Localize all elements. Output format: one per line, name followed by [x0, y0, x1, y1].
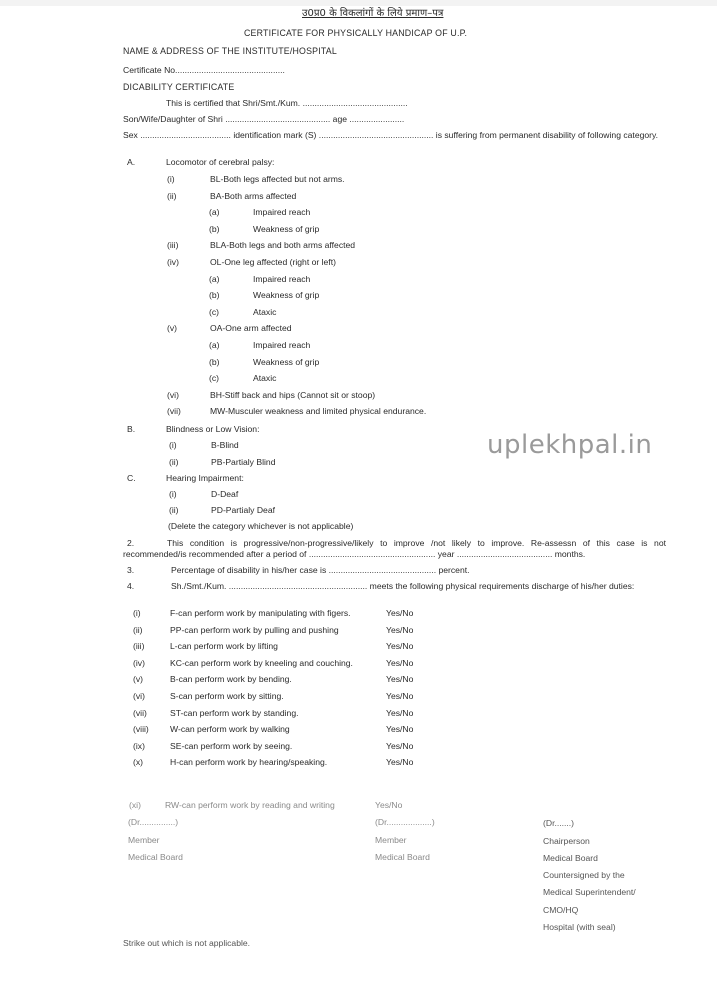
- sub-item-number: (b): [209, 290, 220, 301]
- signature-middle-dr: (Dr...................): [375, 817, 435, 827]
- section-a-item-text: MW-Musculer weakness and limited physical endurance.: [210, 406, 427, 417]
- requirement-text: SE-can perform work by seeing.: [170, 740, 293, 751]
- requirement-text: B-can perform work by bending.: [170, 674, 292, 685]
- requirement-xi-text: RW-can perform work by reading and writing: [165, 800, 335, 810]
- signature-right-hospital: Hospital (with seal): [543, 922, 616, 932]
- requirement-number: (vi): [133, 691, 145, 701]
- certificate-number: Certificate No..............................................: [123, 65, 285, 75]
- section-b-label: Blindness or Low Vision:: [166, 424, 260, 434]
- sub-item-number: (c): [209, 373, 220, 384]
- sub-item-text: Impaired reach: [253, 340, 311, 350]
- section-a-item-text: BH-Stiff back and hips (Cannot sit or stoop): [210, 389, 376, 400]
- requirement-number: (ii): [133, 624, 143, 635]
- sub-item-number: (b): [209, 223, 220, 234]
- section-a-item-text: BA-Both arms affected: [210, 190, 297, 201]
- signature-right-role: Chairperson: [543, 836, 590, 846]
- sub-item-text: Impaired reach: [253, 273, 311, 284]
- disability-certificate-heading: DICABILITY CERTIFICATE: [123, 82, 235, 92]
- signature-right-cmo: CMO/HQ: [543, 905, 579, 915]
- requirement-number: (iii): [133, 641, 145, 652]
- section-a-item-number: (ii): [167, 190, 177, 201]
- requirement-text: L-can perform work by lifting: [170, 641, 278, 652]
- hindi-title: उ0प्र0 के विकलांगों के लिये प्रमाण–पत्र: [302, 8, 444, 19]
- section-a-item-text: OL-One leg affected (right or left): [210, 257, 336, 267]
- para-4-text: Sh./Smt./Kum. .......................................................... meets the following physical requirements discharge of his/her duties:: [171, 581, 635, 591]
- document-title: CERTIFICATE FOR PHYSICALLY HANDICAP OF U.P.: [244, 28, 468, 38]
- sub-item-text: Weakness of grip: [253, 290, 320, 301]
- requirement-number: (v): [133, 674, 144, 685]
- requirement-text: F-can perform work by manipulating with figers.: [170, 608, 351, 618]
- para-3-number: 3.: [127, 565, 135, 575]
- requirement-text: H-can perform work by hearing/speaking.: [170, 757, 328, 768]
- signature-right-countersigned: Countersigned by the: [543, 870, 625, 880]
- requirement-answer: Yes/No: [386, 624, 414, 635]
- section-a-item-number: (iii): [167, 240, 179, 251]
- section-a-label: Locomotor of cerebral palsy:: [166, 157, 275, 167]
- section-a-item-text: BL-Both legs affected but not arms.: [210, 174, 345, 184]
- section-b-item-number: (ii): [169, 457, 179, 467]
- requirement-answer: Yes/No: [386, 657, 414, 668]
- sub-item-text: Ataxic: [253, 306, 277, 317]
- section-c-item-number: (ii): [169, 505, 179, 515]
- section-c-item-text: D-Deaf: [211, 489, 239, 499]
- requirement-number: (iv): [133, 657, 145, 668]
- requirement-number: (x): [133, 757, 144, 768]
- sub-item-number: (b): [209, 356, 220, 367]
- sex-identification-line: Sex ...................................... identification mark (S) ................................................ is suffering from permanent disability of following category.: [123, 130, 659, 140]
- section-a-item-text: OA-One arm affected: [210, 323, 292, 334]
- section-a-item-number: (vii): [167, 406, 181, 417]
- section-a-item-text: BLA-Both legs and both arms affected: [210, 240, 356, 251]
- section-a-letter: A.: [127, 157, 136, 167]
- para-2-text: This condition is progressive/non-progressive/likely to improve /not likely to improve. Re-assessn of this case is not recommended/is recommended after a period of ..................................................... year ........................................ months.: [123, 538, 666, 559]
- sub-item-number: (c): [209, 306, 220, 317]
- signature-middle-role: Member: [375, 835, 407, 845]
- requirement-answer: Yes/No: [386, 724, 414, 735]
- section-a-item-number: (iv): [167, 257, 179, 267]
- top-edge: [0, 0, 717, 6]
- signature-left-role: Member: [128, 835, 160, 845]
- section-a-item-number: (i): [167, 174, 175, 184]
- requirement-answer: Yes/No: [386, 608, 414, 618]
- strike-out-note: Strike out which is not applicable.: [123, 938, 251, 948]
- relation-line: Son/Wife/Daughter of Shri ............................................ age .......................: [123, 114, 405, 124]
- section-b-item-number: (i): [169, 440, 177, 450]
- institute-heading: NAME & ADDRESS OF THE INSTITUTE/HOSPITAL: [123, 46, 337, 56]
- section-b-item-text: B-Blind: [211, 440, 239, 450]
- requirement-answer: Yes/No: [386, 757, 414, 768]
- section-b-letter: B.: [127, 424, 136, 434]
- sub-item-text: Weakness of grip: [253, 356, 320, 367]
- section-c-label: Hearing Impairment:: [166, 473, 244, 483]
- signature-right-board: Medical Board: [543, 853, 598, 863]
- requirement-answer: Yes/No: [386, 740, 414, 751]
- requirement-number: (vii): [133, 707, 147, 718]
- sub-item-text: Ataxic: [253, 373, 277, 384]
- requirement-number: (viii): [133, 724, 149, 735]
- para-4-number: 4.: [127, 581, 135, 591]
- sub-item-text: Weakness of grip: [253, 223, 320, 234]
- section-a-item-number: (v): [167, 323, 178, 334]
- requirement-answer: Yes/No: [386, 674, 414, 685]
- requirement-answer: Yes/No: [386, 707, 414, 718]
- watermark-text: uplekhpal.in: [487, 430, 653, 460]
- section-b-item-text: PB-Partialy Blind: [211, 457, 276, 467]
- signature-right-dr: (Dr.......): [543, 818, 575, 828]
- requirement-text: S-can perform work by sitting.: [170, 691, 284, 701]
- sub-item-number: (a): [209, 207, 220, 218]
- delete-note: (Delete the category whichever is not applicable): [168, 521, 354, 531]
- section-c-letter: C.: [127, 473, 136, 483]
- sub-item-text: Impaired reach: [253, 207, 311, 218]
- requirement-number: (i): [133, 608, 141, 618]
- requirement-answer: Yes/No: [386, 691, 414, 701]
- requirement-text: PP-can perform work by pulling and pushing: [170, 624, 339, 635]
- requirement-text: ST-can perform work by standing.: [170, 707, 299, 718]
- requirement-number: (ix): [133, 740, 145, 751]
- signature-left-board: Medical Board: [128, 852, 183, 862]
- section-c-item-number: (i): [169, 489, 177, 499]
- section-a-item-number: (vi): [167, 389, 179, 400]
- requirement-answer: Yes/No: [386, 641, 414, 652]
- sub-item-number: (a): [209, 340, 220, 350]
- signature-right-superintendent: Medical Superintendent/: [543, 887, 636, 897]
- requirement-xi-answer: Yes/No: [375, 800, 403, 810]
- signature-left-dr: (Dr...............): [128, 817, 179, 827]
- requirement-text: KC-can perform work by kneeling and couching.: [170, 657, 353, 668]
- sub-item-number: (a): [209, 273, 220, 284]
- certified-line: This is certified that Shri/Smt./Kum. ............................................: [166, 98, 408, 108]
- para-2-number: 2.: [127, 538, 135, 548]
- para-3-text: Percentage of disability in his/her case is ............................................. percent.: [171, 565, 470, 575]
- signature-middle-board: Medical Board: [375, 852, 430, 862]
- section-c-item-text: PD-Partialy Deaf: [211, 505, 275, 515]
- requirement-text: W-can perform work by walking: [170, 724, 290, 735]
- requirement-xi-number: (xi): [129, 800, 141, 810]
